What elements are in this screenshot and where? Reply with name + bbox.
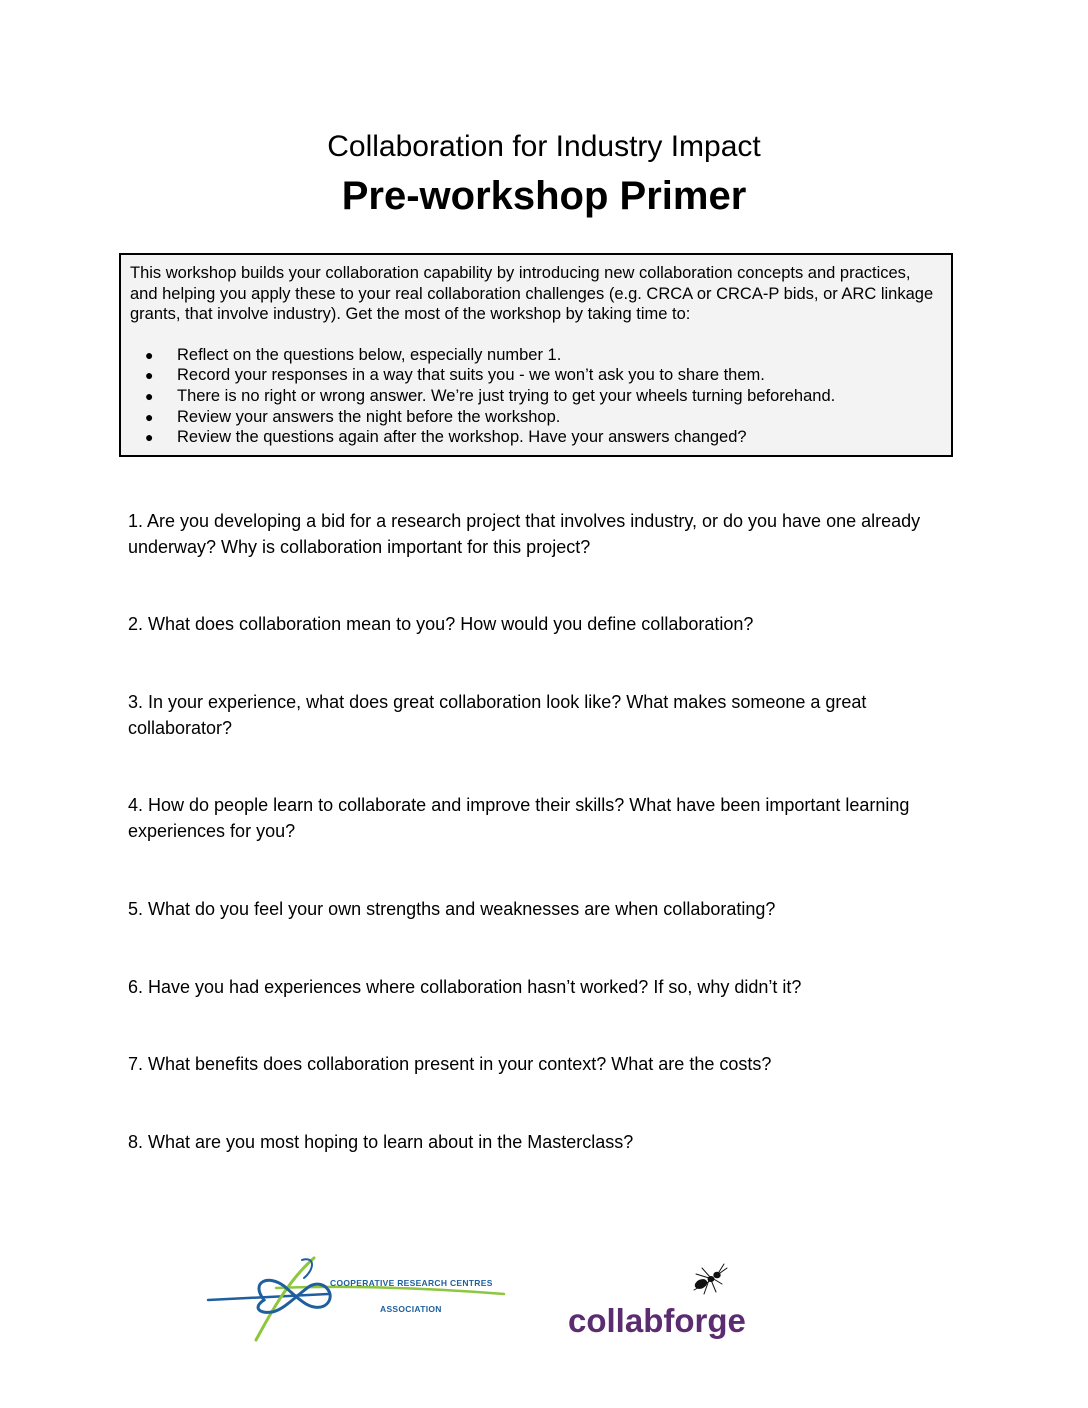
document-subtitle: Collaboration for Industry Impact	[327, 130, 761, 163]
intro-bullet: ● Review the questions again after the workshop. Have your answers changed?	[145, 428, 747, 447]
intro-bullet: ● Review your answers the night before the workshop.	[145, 407, 561, 426]
collabforge-wordmark: collabforge	[568, 1302, 746, 1339]
question-8: 8. What are you most hoping to learn about in the Masterclass?	[128, 1132, 634, 1152]
crca-logo	[206, 1252, 508, 1344]
crca-name-line1: COOPERATIVE RESEARCH CENTRES	[330, 1278, 493, 1288]
question-4: 4. How do people learn to collaborate and improve their skills? What have been important learning experiences for you?	[128, 795, 910, 841]
bullet-icon: ●	[145, 346, 154, 363]
crca-knot-icon	[208, 1258, 504, 1340]
intro-box	[119, 253, 953, 457]
question-6: 6. Have you had experiences where collaboration hasn’t worked? If so, why didn’t it?	[128, 977, 802, 997]
document-title: Pre-workshop Primer	[341, 174, 747, 218]
intro-bullet: ● There is no right or wrong answer. We’re just trying to get your wheels turning beforehand.	[145, 386, 836, 405]
question-7: 7. What benefits does collaboration present in your context? What are the costs?	[128, 1054, 772, 1074]
intro-paragraph: This workshop builds your collaboration capability by introducing new collaboration concepts and practices, and helping you apply these to your real collaboration challenges (e.g. CRCA or CRCA-P bids, or ARC linkage grants, that involve industry). Get the most of the workshop by taking time to:	[130, 264, 934, 324]
question-3: 3. In your experience, what does great collaboration look like? What makes someone a great collaborator?	[128, 692, 867, 738]
intro-bullet: ● Reflect on the questions below, especially number 1.	[145, 345, 562, 364]
intro-bullet-list	[130, 345, 942, 448]
crca-name-line2: ASSOCIATION	[380, 1304, 442, 1314]
bullet-icon: ●	[145, 429, 154, 446]
collabforge-logo	[566, 1262, 762, 1344]
bullet-icon: ●	[145, 367, 154, 384]
ant-icon	[694, 1264, 727, 1294]
intro-bullet: ● Record your responses in a way that suits you - we won’t ask you to share them.	[145, 366, 765, 385]
bullet-icon: ●	[145, 408, 154, 425]
question-5: 5. What do you feel your own strengths and weaknesses are when collaborating?	[128, 899, 776, 919]
question-1: 1. Are you developing a bid for a research project that involves industry, or do you have one already underway? Why is collaboration important for this project?	[128, 511, 921, 557]
bullet-icon: ●	[145, 387, 154, 404]
question-2: 2. What does collaboration mean to you? How would you define collaboration?	[128, 614, 754, 634]
